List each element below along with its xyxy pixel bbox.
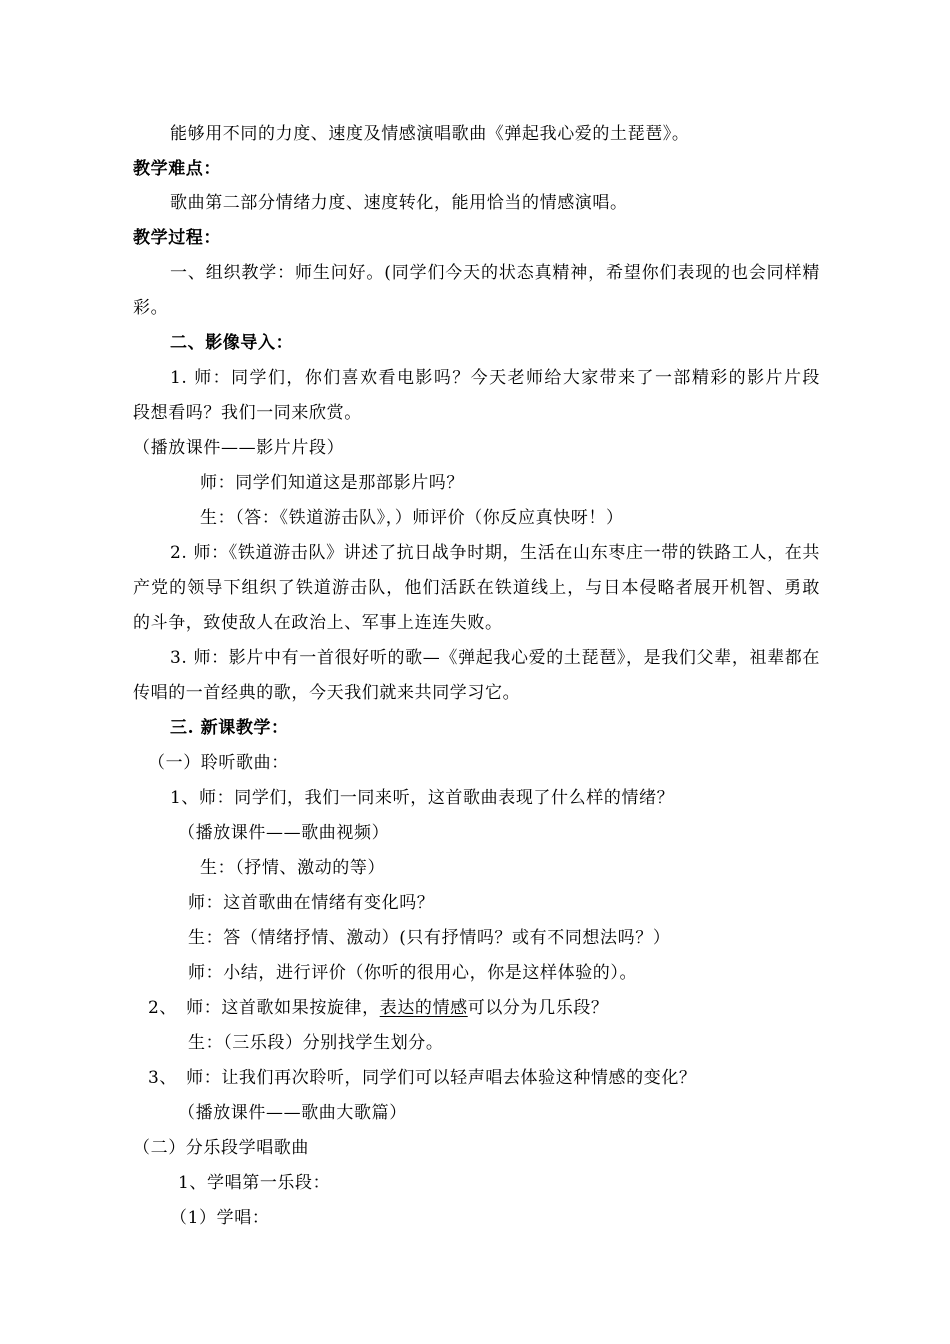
paragraph-listen-2 — [148, 996, 609, 1020]
paragraph-listen-1: 1、师：同学们，我们一同来听，这首歌曲表现了什么样的情绪？ — [170, 788, 675, 808]
paragraph-student-sections: 生：（三乐段）分别找学生划分。 — [188, 1033, 444, 1053]
paragraph-teacher-summary: 师：小结，进行评价（你听的很用心，你是这样体验的）。 — [188, 963, 638, 983]
paragraph-teacher-change: 师：这首歌曲在情绪有变化吗？ — [188, 893, 435, 913]
paragraph-learn-first: 1、学唱第一乐段： — [178, 1173, 331, 1193]
paragraph-intro-3-line1: 3. 师：影片中有一首很好听的歌—《弹起我心爱的土琵琶》，是我们父辈，祖辈都在 — [170, 648, 820, 668]
paragraph-play-full: （播放课件——歌曲大歌篇） — [178, 1103, 407, 1123]
underlined-phrase: 表达的情感 — [379, 998, 468, 1018]
paragraph-student-emotion: 生：（抒情、激动的等） — [200, 858, 386, 878]
paragraph-listen-3: 3、 师：让我们再次聆听，同学们可以轻声唱去体验这种情感的变化？ — [148, 1068, 697, 1088]
paragraph-learn-sing: （1）学唱： — [170, 1208, 270, 1228]
paragraph-listen-2-pre: 2、 师：这首歌如果按旋律， — [148, 998, 380, 1018]
paragraph-difficulty: 歌曲第二部分情绪力度、速度转化，能用恰当的情感演唱。 — [170, 193, 628, 213]
paragraph-intro-2-line2: 产党的领导下组织了铁道游击队，他们活跃在铁道线上，与日本侵略者展开机智、勇敢 — [133, 578, 820, 598]
paragraph-intro-1-line2: 段想看吗？我们一同来欣赏。 — [133, 403, 362, 423]
paragraph-organize-line2: 彩。 — [133, 298, 169, 318]
paragraph-play-video: （播放课件——歌曲视频） — [178, 823, 390, 843]
paragraph-intro-3-line2: 传唱的一首经典的歌，今天我们就来共同学习它。 — [133, 683, 521, 703]
heading-process: 教学过程： — [133, 228, 221, 248]
paragraph-intro-2-line3: 的斗争，致使敌人在政治上、军事上连连失败。 — [133, 613, 503, 633]
heading-new-lesson: 三. 新课教学： — [170, 718, 289, 738]
paragraph-listen-2-post: 可以分为几乐段？ — [467, 998, 609, 1018]
paragraph-student-answer: 生：（答：《铁道游击队》，）师评价（你反应真快呀！） — [200, 508, 624, 528]
paragraph-intro-2-line1: 2. 师：《铁道游击队》讲述了抗日战争时期，生活在山东枣庄一带的铁路工人，在共 — [170, 543, 820, 563]
paragraph-goal: 能够用不同的力度、速度及情感演唱歌曲《弹起我心爱的土琵琶》。 — [170, 124, 690, 144]
paragraph-play-clip: （播放课件——影片片段） — [133, 438, 345, 458]
heading-difficulty: 教学难点： — [133, 159, 221, 179]
paragraph-teacher-question: 师：同学们知道这是那部影片吗？ — [200, 473, 464, 493]
paragraph-listen-heading: （一）聆听歌曲： — [148, 753, 289, 773]
paragraph-section-learning: （二）分乐段学唱歌曲 — [133, 1138, 309, 1158]
paragraph-student-change: 生：答（情绪抒情、激动）(只有抒情吗？或有不同想法吗？） — [188, 928, 671, 948]
heading-intro: 二、影像导入： — [170, 333, 294, 353]
paragraph-intro-1-line1: 1. 师：同学们，你们喜欢看电影吗？今天老师给大家带来了一部精彩的影片片段 — [170, 368, 820, 388]
paragraph-organize-line1: 一、组织教学：师生问好。(同学们今天的状态真精神，希望你们表现的也会同样精 — [170, 263, 820, 283]
